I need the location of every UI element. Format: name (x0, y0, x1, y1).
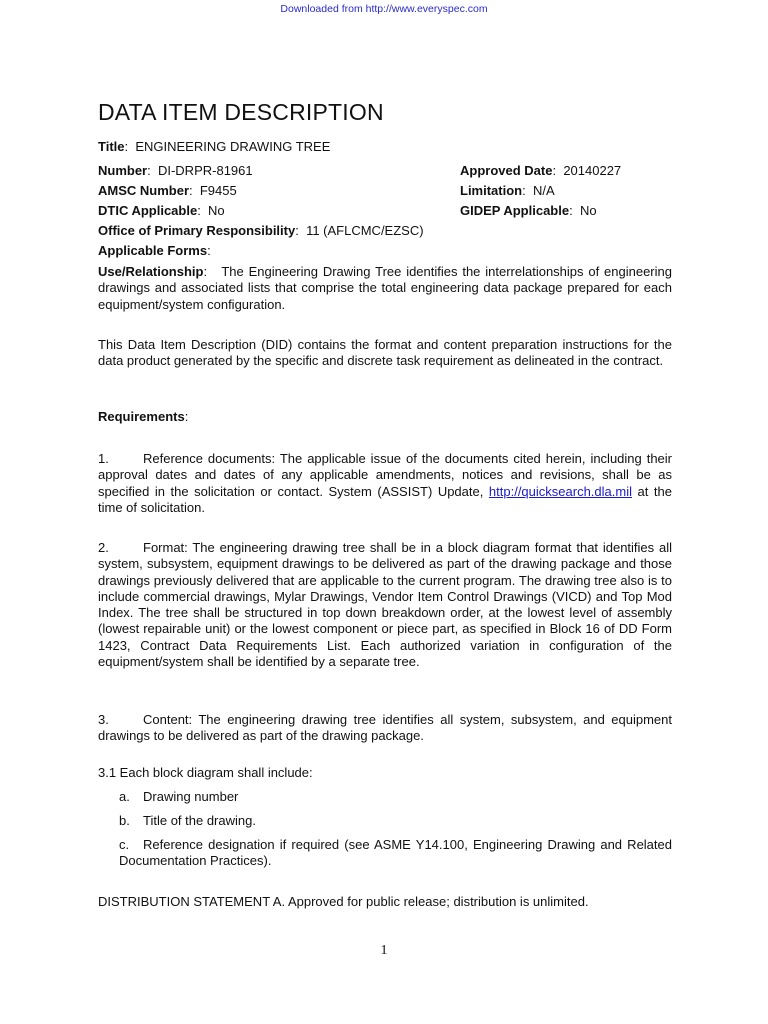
download-source-link[interactable]: Downloaded from http://www.everyspec.com (280, 3, 488, 15)
amsc-value: F9455 (199, 183, 237, 198)
did-paragraph: This Data Item Description (DID) contains the format and content preparation instructions for the data product generated by the specific and discrete task requirement as delineated in the contract. (98, 337, 672, 369)
title-value: ENGINEERING DRAWING TREE (135, 139, 331, 154)
requirement-2-paragraph (98, 540, 672, 670)
requirement-3-1: 3.1 Each block diagram shall include: (98, 765, 313, 780)
use-relationship-paragraph: Use/Relationship: The Engineering Drawing Tree identifies the interrelationships of engineering drawings and associated lists that comprise the total engineering data package prepared for each equipment/system configuration. (98, 264, 672, 312)
list-item-c-marker: c. (119, 837, 130, 852)
requirement-2-text: Format: The engineering drawing tree shall be in a block diagram format that identifies all system, subsystem, equipment drawings to be delivered as part of the drawing package and those drawings previously delivered that are applicable to the current program. The drawing tree also is to include commercial drawings, Mylar Drawings, Vendor Item Control Drawings (VICD) and Top Mod Index. The tree shall be structured in top down breakdown order, at the lowest level of assembly (lowest repairable unit) or the lowest component or piece part, as specified in Block 16 of DD Form 1423, Contract Data Requirements List. Each authorized variation in configuration of the equipment/system shall be identified by a separate tree. (98, 540, 672, 670)
requirement-1-tail: at the time of solicitation. (98, 483, 672, 515)
requirement-3-paragraph (98, 712, 672, 745)
requirement-1-text: Reference documents: The applicable issue of the documents cited herein, including their approval dates and dates of any applicable amendments, notices and revisions, shall be as specified in the solicitation or contact. System (ASSIST) Update, (98, 451, 672, 499)
forms-row: Applicable Forms: (98, 243, 211, 258)
amsc-row: AMSC Number: F9455 (98, 183, 237, 198)
office-value: 11 (AFLCMC/EZSC) (306, 223, 424, 238)
list-item-b-marker: b. (119, 813, 130, 828)
requirements-label: Requirements (98, 409, 185, 424)
dtic-value: No (208, 203, 225, 218)
title-label: Title (98, 139, 125, 154)
use-text: The Engineering Drawing Tree identifies the interrelationships of engineering drawings and associated lists that comprise the total engineering data package prepared for each equipment/system configuration. (98, 264, 672, 312)
approved-date-row: Approved Date: 20140227 (460, 163, 622, 178)
use-label: Use/Relationship (98, 264, 204, 279)
forms-label: Applicable Forms (98, 243, 208, 258)
list-item-a-text: Drawing number (143, 789, 239, 804)
limitation-value: N/A (532, 183, 555, 198)
requirement-2-number: 2. (98, 540, 109, 555)
requirement-1-paragraph (98, 451, 672, 516)
amsc-label: AMSC Number (98, 183, 190, 198)
requirement-3-text: Content: The engineering drawing tree identifies all system, subsystem, and equipment drawings to be delivered as part of the drawing package. (98, 712, 672, 744)
office-label: Office of Primary Responsibility (98, 223, 296, 238)
gidep-value: No (579, 203, 597, 218)
quicksearch-link[interactable]: http://quicksearch.dla.mil (488, 483, 632, 499)
gidep-label: GIDEP Applicable (460, 203, 570, 218)
list-item-c-text: Reference designation if required (see ASME Y14.100, Engineering Drawing and Related Documentation Practices). (119, 837, 672, 869)
number-row: Number: DI-DRPR-81961 (98, 163, 253, 178)
requirement-3-number: 3. (98, 712, 109, 727)
limitation-label: Limitation (460, 183, 523, 198)
requirement-1-number: 1. (98, 451, 109, 466)
list-item-b (119, 813, 672, 829)
limitation-row: Limitation: N/A (460, 183, 555, 198)
approved-date-value: 20140227 (563, 163, 622, 178)
list-item-a (119, 789, 672, 805)
list-item-a-marker: a. (119, 789, 130, 804)
list-item-b-text: Title of the drawing. (143, 813, 256, 828)
title-row: Title: ENGINEERING DRAWING TREE (98, 139, 331, 154)
office-row: Office of Primary Responsibility: 11 (AFLCMC/EZSC) (98, 223, 424, 238)
approved-date-label: Approved Date (460, 163, 553, 178)
number-value: DI-DRPR-81961 (157, 163, 253, 178)
dtic-row: DTIC Applicable: No (98, 203, 225, 218)
page-number: 1 (380, 943, 388, 958)
document-heading: DATA ITEM DESCRIPTION (98, 99, 384, 125)
list-item-c (119, 837, 672, 870)
number-label: Number (98, 163, 148, 178)
gidep-row: GIDEP Applicable: No (460, 203, 597, 218)
requirements-heading: Requirements: (98, 409, 189, 424)
dtic-label: DTIC Applicable (98, 203, 198, 218)
distribution-statement: DISTRIBUTION STATEMENT A. Approved for public release; distribution is unlimited. (98, 894, 589, 909)
